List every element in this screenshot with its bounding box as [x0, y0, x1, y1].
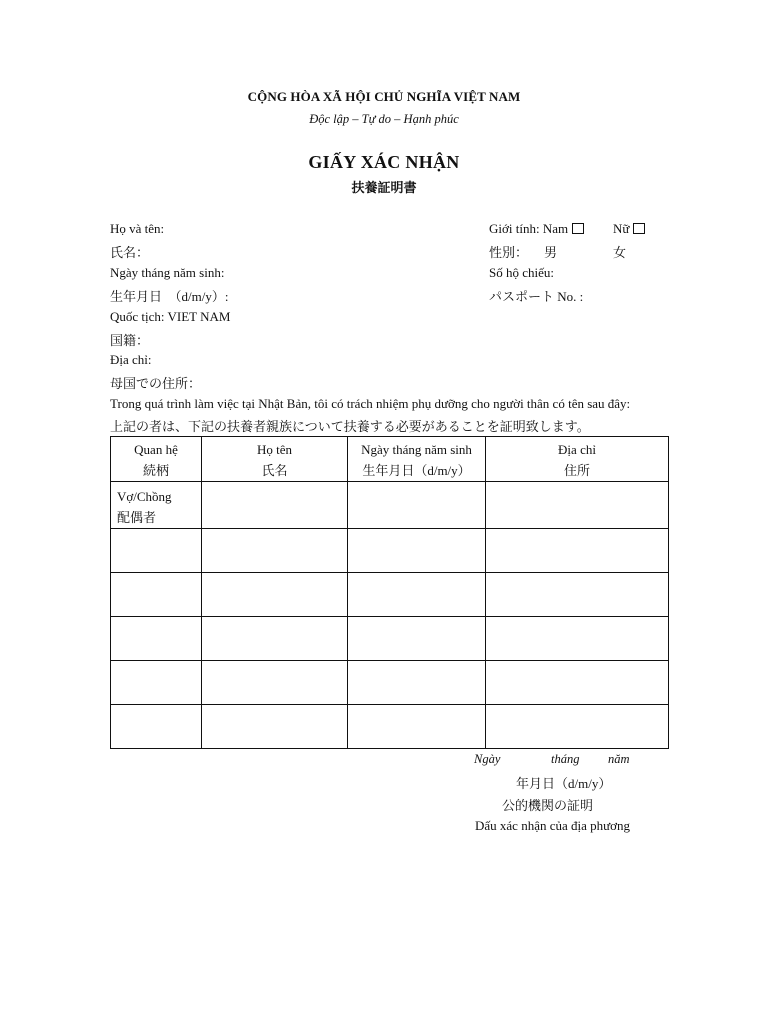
gender-female-option	[613, 221, 645, 237]
address-label-jp: 母国での住所：	[110, 376, 202, 391]
date-year-label: năm	[608, 752, 630, 766]
gender-label-jp: 性別：	[489, 245, 529, 260]
header-name-vi: Họ tên	[256, 442, 293, 457]
name-cell[interactable]	[202, 529, 348, 573]
name-cell[interactable]	[202, 573, 348, 617]
address-cell[interactable]	[486, 482, 669, 529]
male-label-jp: 男	[544, 245, 558, 260]
header-relationship-vi: Quan hệ	[134, 442, 178, 457]
spouse-label-vi: Vợ/Chồng	[117, 489, 172, 504]
address-cell[interactable]	[486, 661, 669, 705]
passport-label-jp: パスポート No. :	[489, 289, 584, 304]
nationality-label-jp: 国籍：	[110, 333, 150, 348]
address-cell[interactable]	[486, 573, 669, 617]
header-name	[202, 437, 348, 482]
name-cell[interactable]	[202, 617, 348, 661]
header-address-jp: 住所	[563, 463, 590, 478]
date-day-label: Ngày	[474, 752, 501, 766]
relationship-cell[interactable]	[111, 661, 202, 705]
name-cell[interactable]	[202, 661, 348, 705]
female-label-jp: 女	[613, 245, 627, 260]
header-dob	[348, 437, 486, 482]
table-row	[111, 661, 669, 705]
header-relationship	[111, 437, 202, 482]
date-label-jp: 年月日（d/m/y）	[516, 776, 612, 791]
dob-label-jp: 生年月日 （d/m/y）:	[110, 289, 229, 304]
dob-cell[interactable]	[348, 482, 486, 529]
certification-label-jp: 公的機関の証明	[502, 798, 594, 813]
dob-cell[interactable]	[348, 705, 486, 749]
table-header-row	[111, 437, 669, 482]
dependents-table	[110, 436, 669, 749]
dob-label-vi: Ngày tháng năm sinh:	[110, 265, 225, 280]
header-name-jp: 氏名	[261, 463, 288, 478]
header-address-vi: Địa chỉ	[558, 442, 596, 457]
motto: Độc lập – Tự do – Hạnh phúc	[309, 112, 459, 126]
gender-label-vi: Giới tính: Nam	[489, 221, 569, 236]
statement-vi: Trong quá trình làm việc tại Nhật Bản, tôi có trách nhiệm phụ dưỡng cho người thân có tên sau đây:	[110, 396, 631, 411]
name-cell[interactable]	[202, 705, 348, 749]
header-relationship-jp: 続柄	[142, 463, 169, 478]
dob-cell[interactable]	[348, 661, 486, 705]
header-address	[486, 437, 669, 482]
address-cell[interactable]	[486, 529, 669, 573]
address-label-vi: Địa chỉ:	[110, 352, 152, 367]
document-subtitle: 扶養証明書	[351, 180, 417, 195]
address-cell[interactable]	[486, 617, 669, 661]
female-label-vi: Nữ	[613, 221, 630, 236]
header-dob-jp: 生年月日（d/m/y）	[362, 463, 471, 478]
name-cell[interactable]	[202, 482, 348, 529]
dob-cell[interactable]	[348, 573, 486, 617]
nationality-label-vi: Quốc tịch: VIET NAM	[110, 309, 231, 324]
table-row	[111, 482, 669, 529]
header-dob-vi: Ngày tháng năm sinh	[361, 442, 472, 457]
statement-jp: 上記の者は、下記の扶養者親族について扶養する必要があることを証明致します。	[110, 419, 590, 434]
spouse-label-jp: 配偶者	[117, 510, 157, 525]
relationship-cell[interactable]	[111, 529, 202, 573]
relationship-cell[interactable]	[111, 573, 202, 617]
name-label-jp: 氏名：	[110, 245, 150, 260]
dob-cell[interactable]	[348, 529, 486, 573]
document-title: GIẤY XÁC NHẬN	[308, 152, 460, 172]
date-month-label: tháng	[551, 752, 580, 766]
table-row	[111, 573, 669, 617]
address-cell[interactable]	[486, 705, 669, 749]
relationship-cell[interactable]	[111, 705, 202, 749]
name-label-vi: Họ và tên:	[110, 221, 165, 236]
country-header: CỘNG HÒA XÃ HỘI CHỦ NGHĨA VIỆT NAM	[247, 89, 521, 104]
male-checkbox[interactable]	[572, 223, 584, 234]
table-row	[111, 529, 669, 573]
female-checkbox[interactable]	[633, 223, 645, 234]
gender-male-option	[489, 221, 584, 237]
table-row	[111, 617, 669, 661]
relationship-cell	[111, 482, 202, 529]
dob-cell[interactable]	[348, 617, 486, 661]
local-stamp-label: Dấu xác nhận của địa phương	[475, 818, 631, 833]
relationship-cell[interactable]	[111, 617, 202, 661]
passport-label-vi: Số hộ chiếu:	[489, 265, 554, 280]
table-row	[111, 705, 669, 749]
